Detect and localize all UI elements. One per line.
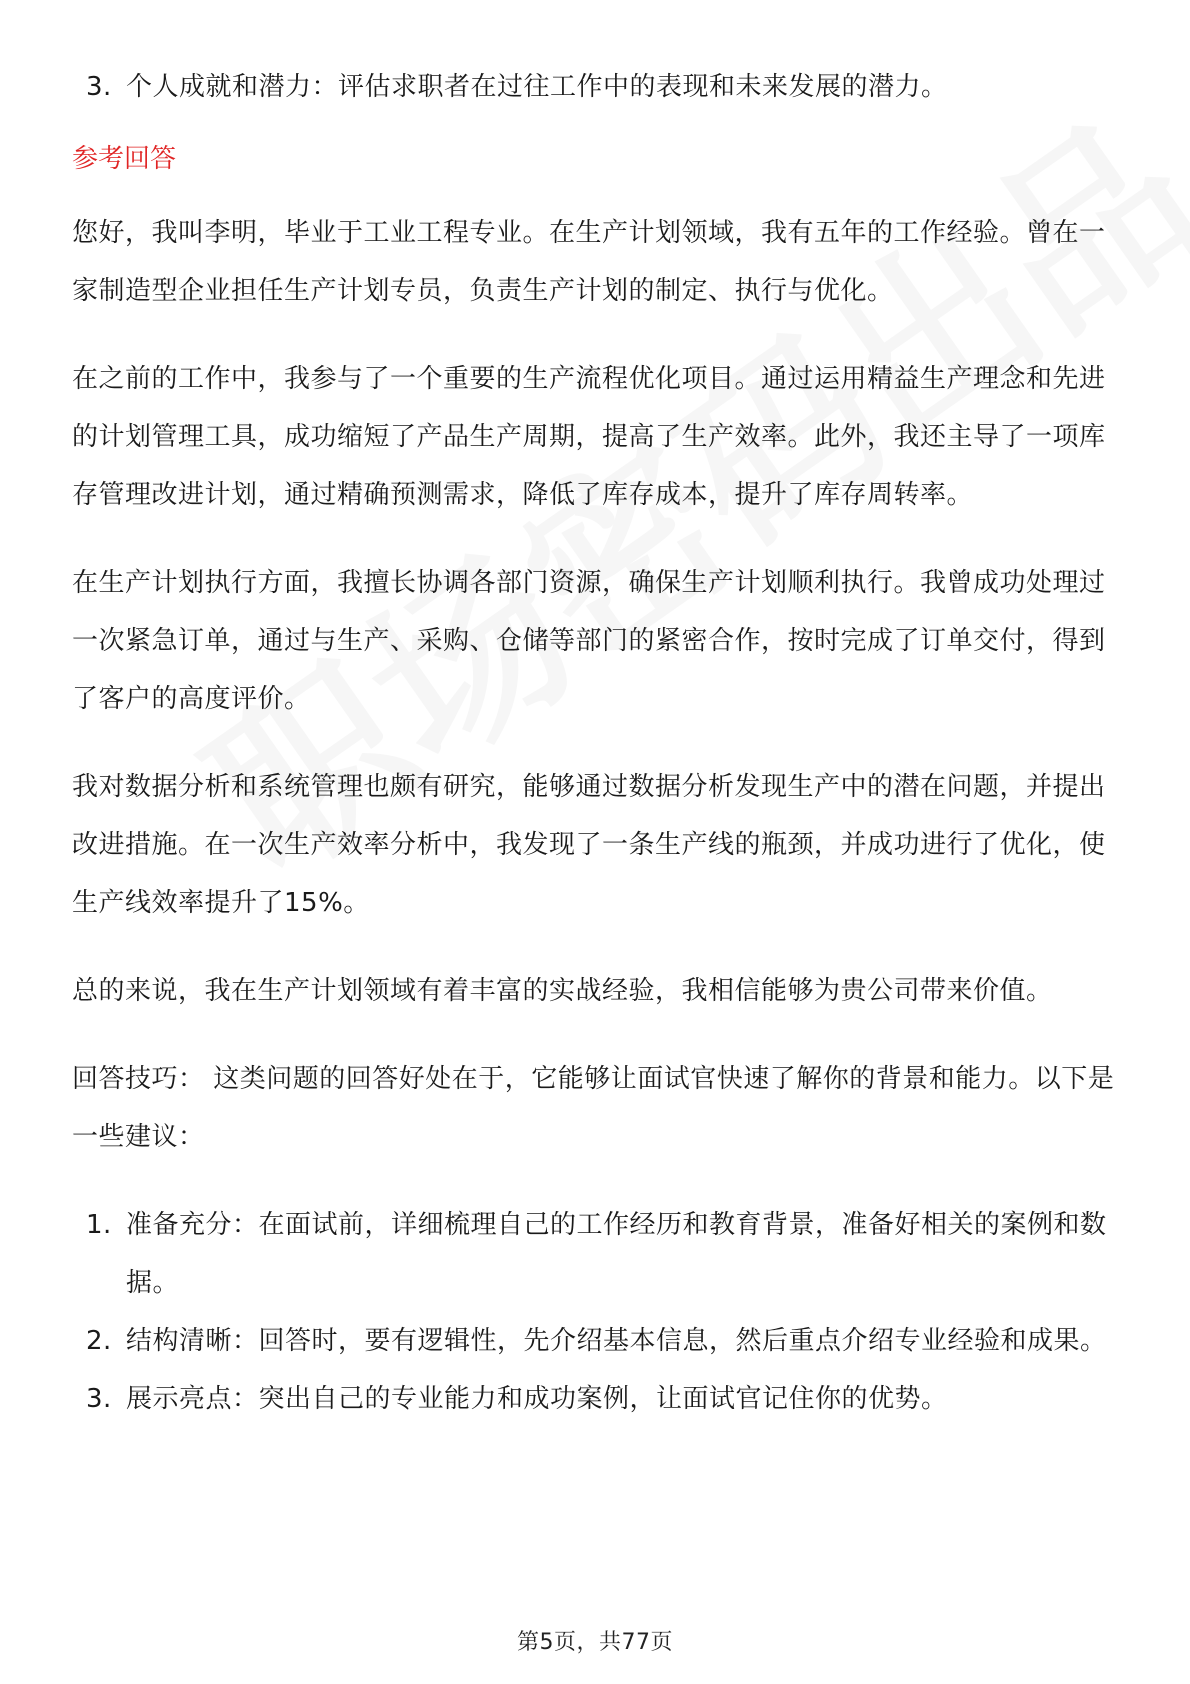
list-number: 1. [86, 1210, 112, 1240]
list-item [72, 1312, 1120, 1370]
list-number: 3. [86, 1384, 112, 1414]
tips-intro: 回答技巧： 这类问题的回答好处在于，它能够让面试官快速了解你的背景和能力。以下是一些建议： [72, 1064, 1115, 1152]
list-item [72, 1196, 1120, 1312]
list-number: 3. [86, 72, 112, 102]
list-item [72, 58, 1120, 116]
list-number: 2. [86, 1326, 112, 1356]
section-title: 参考回答 [72, 144, 177, 174]
page-footer: 第5页，共77页 [517, 1630, 673, 1655]
answer-paragraph-1: 您好，我叫李明，毕业于工业工程专业。在生产计划领域，我有五年的工作经验。曾在一家制造型企业担任生产计划专员，负责生产计划的制定、执行与优化。 [72, 218, 1106, 306]
list-text: 展示亮点：突出自己的专业能力和成功案例，让面试官记住你的优势。 [126, 1384, 948, 1414]
list-text: 个人成就和潜力：评估求职者在过往工作中的表现和未来发展的潜力。 [126, 72, 948, 102]
list-text: 结构清晰：回答时，要有逻辑性，先介绍基本信息，然后重点介绍专业经验和成果。 [126, 1326, 1107, 1356]
list-text: 准备充分：在面试前，详细梳理自己的工作经历和教育背景，准备好相关的案例和数据。 [126, 1210, 1107, 1298]
page-content [72, 58, 1120, 1428]
tips-list [72, 1196, 1120, 1428]
answer-paragraph-4: 我对数据分析和系统管理也颇有研究，能够通过数据分析发现生产中的潜在问题，并提出改进措施。在一次生产效率分析中，我发现了一条生产线的瓶颈，并成功进行了优化，使生产线效率提升了15%。 [72, 772, 1106, 918]
list-item [72, 1370, 1120, 1428]
answer-paragraph-3: 在生产计划执行方面，我擅长协调各部门资源，确保生产计划顺利执行。我曾成功处理过一次紧急订单，通过与生产、采购、仓储等部门的紧密合作，按时完成了订单交付，得到了客户的高度评价。 [72, 568, 1106, 714]
answer-paragraph-5: 总的来说，我在生产计划领域有着丰富的实战经验，我相信能够为贵公司带来价值。 [72, 976, 1053, 1006]
answer-paragraph-2: 在之前的工作中，我参与了一个重要的生产流程优化项目。通过运用精益生产理念和先进的计划管理工具，成功缩短了产品生产周期，提高了生产效率。此外，我还主导了一项库存管理改进计划，通过精确预测需求，降低了库存成本，提升了库存周转率。 [72, 364, 1106, 510]
